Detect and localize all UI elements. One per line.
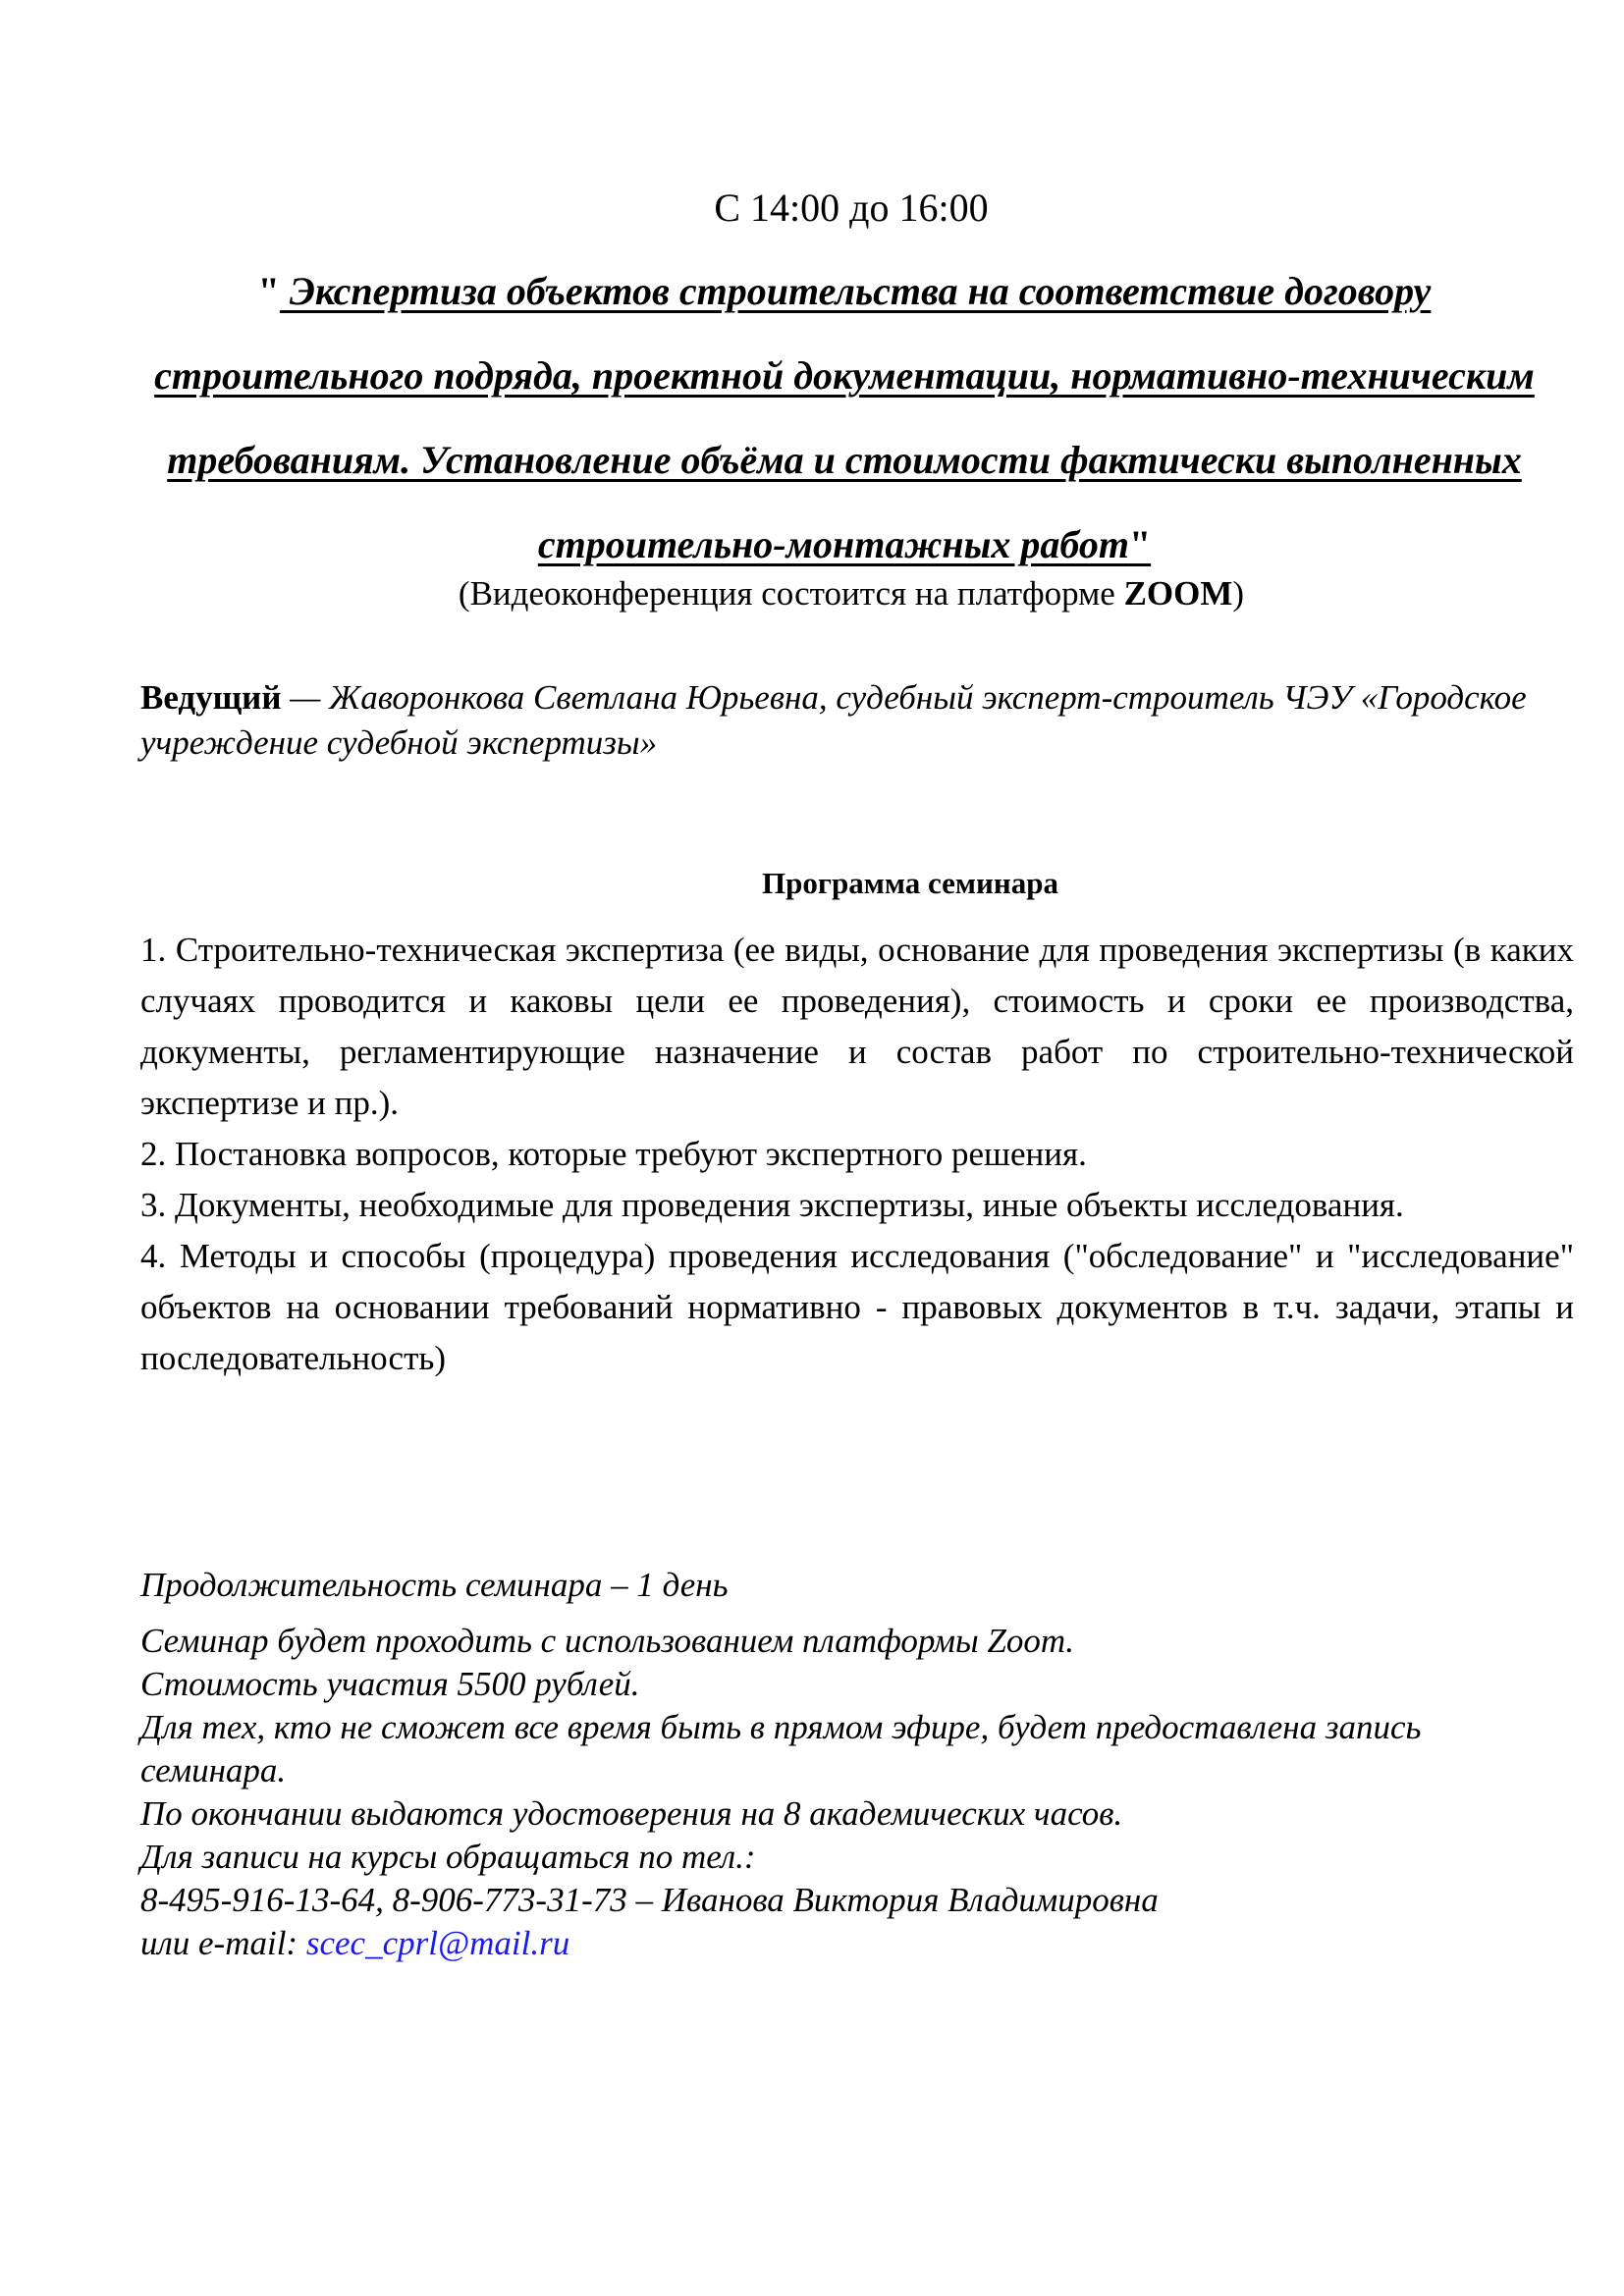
title-close-quote: ": [1128, 522, 1152, 566]
seminar-info: [140, 1620, 1554, 1965]
program-title: Программа семинара: [762, 866, 1058, 900]
program-item-2: 2. Постановка вопросов, которые требуют экспертного решения.: [140, 1135, 1087, 1173]
email-prefix: или e-mail:: [140, 1924, 306, 1962]
host-text: — Жаворонкова Светлана Юрьевна, судебный эксперт-строитель ЧЭУ «Городское учреждение судебной экспертизы»: [140, 678, 1527, 762]
program-item-3: 3. Документы, необходимые для проведения экспертизы, иные объекты исследования.: [140, 1186, 1404, 1224]
conference-note: [0, 569, 1624, 618]
seminar-time: С 14:00 до 16:00: [714, 186, 989, 230]
seminar-details: [140, 1561, 1554, 1965]
conference-prefix: (Видеоконференция состоится на платформе: [458, 574, 1124, 613]
seminar-duration: Продолжительность семинара – 1 день: [140, 1566, 729, 1604]
program-item-1: 1. Строительно-техническая экспертиза (ее виды, основание для проведения экспертизы (в каких случаях проводится и каковы цели ее проведения), стоимость и сроки ее производства, документы, регламентирующие назначение и состав работ по строительно-технической экспертизе и пр.).: [140, 931, 1574, 1122]
contact-email-line: [140, 1922, 1554, 1965]
title-open-quote: ": [257, 269, 280, 313]
email-link[interactable]: scec_cprl@mail.ru: [305, 1924, 570, 1962]
certificate-note: По окончании выдаются удостоверения на 8 академических часов.: [140, 1794, 1123, 1833]
contact-phones: 8-495-916-13-64, 8-906-773-31-73 – Иванова Виктория Владимировна: [140, 1881, 1159, 1919]
platform-note: Семинар будет проходить с использованием платформы Zoom.: [140, 1622, 1074, 1660]
host-label: Ведущий: [140, 678, 282, 717]
conference-suffix: ): [1232, 574, 1245, 613]
conference-platform: ZOOM: [1123, 574, 1233, 613]
recording-note: Для тех, кто не сможет все время быть в прямом эфире, будет предоставлена запись семинара.: [140, 1708, 1422, 1789]
host-info: [140, 675, 1554, 766]
price-note: Стоимость участия 5500 рублей.: [140, 1665, 640, 1703]
program-item-4: 4. Методы и способы (процедура) проведения исследования ("обследование" и "исследование" объектов на основании требований нормативно - правовых документов в т.ч. задачи, этапы и последовательность): [140, 1237, 1574, 1377]
title-text: Экспертиза объектов строительства на соответствие договору строительного подряда, проектной документации, нормативно-техническим требованиям. Установление объёма и стоимости фактически выполненных строительно-монтажных работ: [154, 269, 1535, 566]
contact-intro: Для записи на курсы обращаться по тел.:: [140, 1838, 756, 1876]
program-list: [140, 925, 1574, 1384]
seminar-title: [147, 249, 1542, 587]
